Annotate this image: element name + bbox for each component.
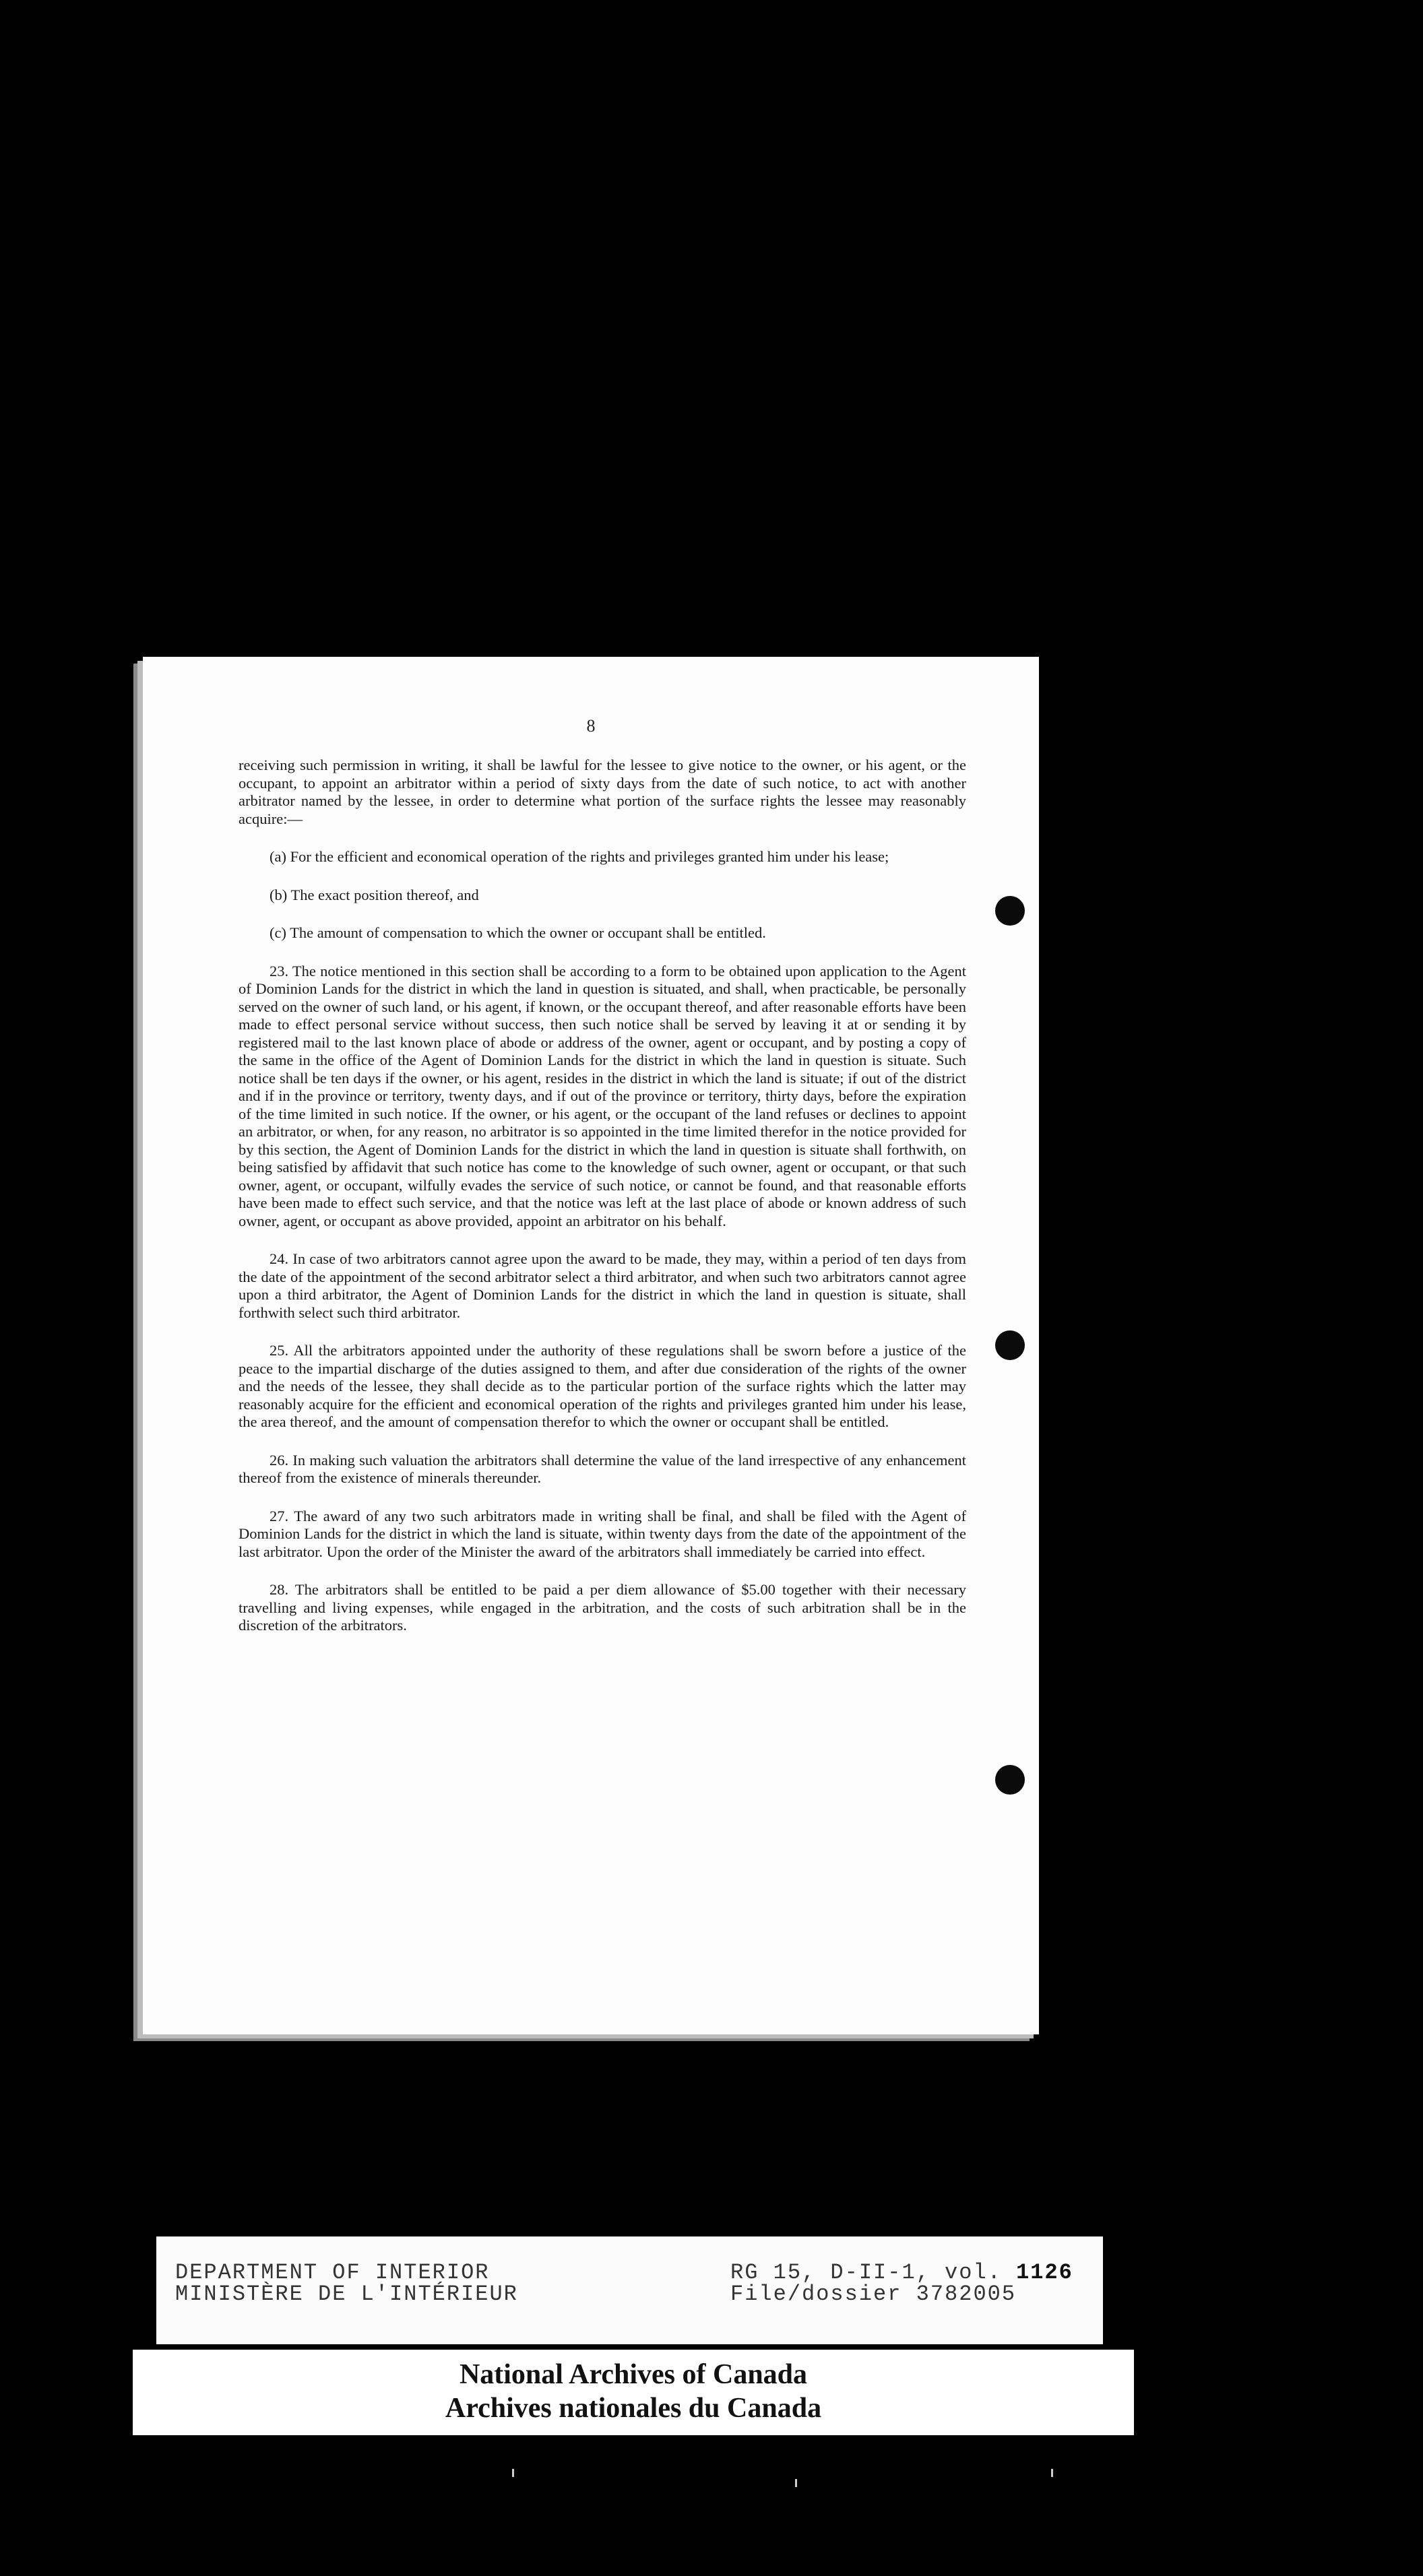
record-group: RG 15, D-II-1, vol. — [730, 2260, 1002, 2285]
archives-name-fr: Archives nationales du Canada — [445, 2393, 822, 2424]
clause-c: (c) The amount of compensation to which the owner or occupant shall be entitled. — [270, 924, 766, 941]
reference-block — [730, 2262, 1073, 2305]
archives-name-en: National Archives of Canada — [459, 2359, 808, 2390]
department-fr: MINISTÈRE DE L'INTÉRIEUR — [175, 2282, 518, 2307]
dust-mark — [795, 2479, 797, 2487]
punch-hole — [995, 1330, 1025, 1360]
section-25: 25. All the arbitrators appointed under the authority of these regulations shall be sworn before a justice of the peace to the impartial discharge of the duties assigned to them, and after due consideration of the rights of the owner and the needs of the lessee, they shall decide as to the particular portion of the surface rights which the latter may reasonably acquire for the efficient and economical operation of the rights and privileges granted him under his lease, the area thereof, and the amount of compensation therefor to which the owner or occupant shall be entitled. — [239, 1342, 966, 1430]
file-number: File/dossier 3782005 — [730, 2282, 1017, 2307]
section-28: 28. The arbitrators shall be entitled to be paid a per diem allowance of $5.00 together with their necessary travelling and living expenses, while engaged in the arbitration, and the costs of such arbitration shall be in the discretion of the arbitrators. — [239, 1581, 966, 1634]
page-body — [239, 756, 966, 1655]
archive-reference-label — [156, 2236, 1103, 2344]
department-en: DEPARTMENT OF INTERIOR — [175, 2260, 490, 2285]
department-block — [175, 2262, 518, 2305]
section-27: 27. The award of any two such arbitrators made in writing shall be final, and shall be filed with the Agent of Dominion Lands for the district in which the land is situate, within twenty days from the date of the appointment of the last arbitrator. Upon the order of the Minister the award of the arbitrators shall immediately be carried into effect. — [239, 1507, 966, 1560]
page-number: 8 — [586, 716, 596, 736]
section-26: 26. In making such valuation the arbitrators shall determine the value of the land irrespective of any enhancement thereof from the existence of minerals thereunder. — [239, 1451, 966, 1486]
paragraph-continuation: receiving such permission in writing, it shall be lawful for the lessee to give notice to the owner, or his agent, or the occupant, to appoint an arbitrator within a period of sixty days from the date of such notice, to act with another arbitrator named by the lessee, in order to determine what portion of the surface rights the lessee may reasonably acquire:— — [239, 756, 966, 827]
punch-hole — [995, 896, 1025, 926]
section-24: 24. In case of two arbitrators cannot agree upon the award to be made, they may, within a period of ten days from the date of the appointment of the second arbitrator select a third arbitrator, and when such two arbitrators cannot agree upon a third arbitrator, the Agent of Dominion Lands for the district in which the land in question is situate, shall forthwith select such third arbitrator. — [239, 1250, 966, 1321]
punch-hole — [995, 1765, 1025, 1795]
archives-banner — [133, 2350, 1134, 2435]
volume-number: 1126 — [1016, 2260, 1073, 2285]
dust-mark — [1051, 2469, 1053, 2477]
section-23: 23. The notice mentioned in this section shall be according to a form to be obtained upon application to the Agent of Dominion Lands for the district in which the land in question is situated, and shall, when practicable, be personally served on the owner of such land, or his agent, if known, or the occupant thereof, and after reasonable efforts have been made to effect personal service without success, then such notice shall be served by leaving it at or sending it by registered mail to the last known place of abode or address of the owner, agent or occupant, and by posting a copy of the same in the office of the Agent of Dominion Lands for the district in which the land in question is situate. Such notice shall be ten days if the owner, or his agent, resides in the district in which the land is situate; if out of the district and if in the province or territory, twenty days, and if out of the province or territory, thirty days, before the expiration of the time limited in such notice. If the owner, or his agent, or the occupant of the land refuses or declines to appoint an arbitrator, or when, for any reason, no arbitrator is so appointed in the time limited therefor in the notice provided for by this section, the Agent of Dominion Lands for the district in which the land in question is situate shall forthwith, on being satisfied by affidavit that such notice has come to the knowledge of such owner, agent or occupant, or that such owner, agent, or occupant, wilfully evades the service of such notice, or cannot be found, and that reasonable efforts have been made to effect such service, and that the notice was left at the last place of abode or known address of such owner, agent, or occupant as above provided, appoint an arbitrator on his behalf. — [239, 962, 967, 1229]
clause-b: (b) The exact position thereof, and — [270, 886, 479, 903]
clause-a: (a) For the efficient and economical operation of the rights and privileges granted him under his lease; — [270, 848, 889, 865]
dust-mark — [512, 2469, 514, 2477]
document-page — [143, 657, 1039, 2034]
